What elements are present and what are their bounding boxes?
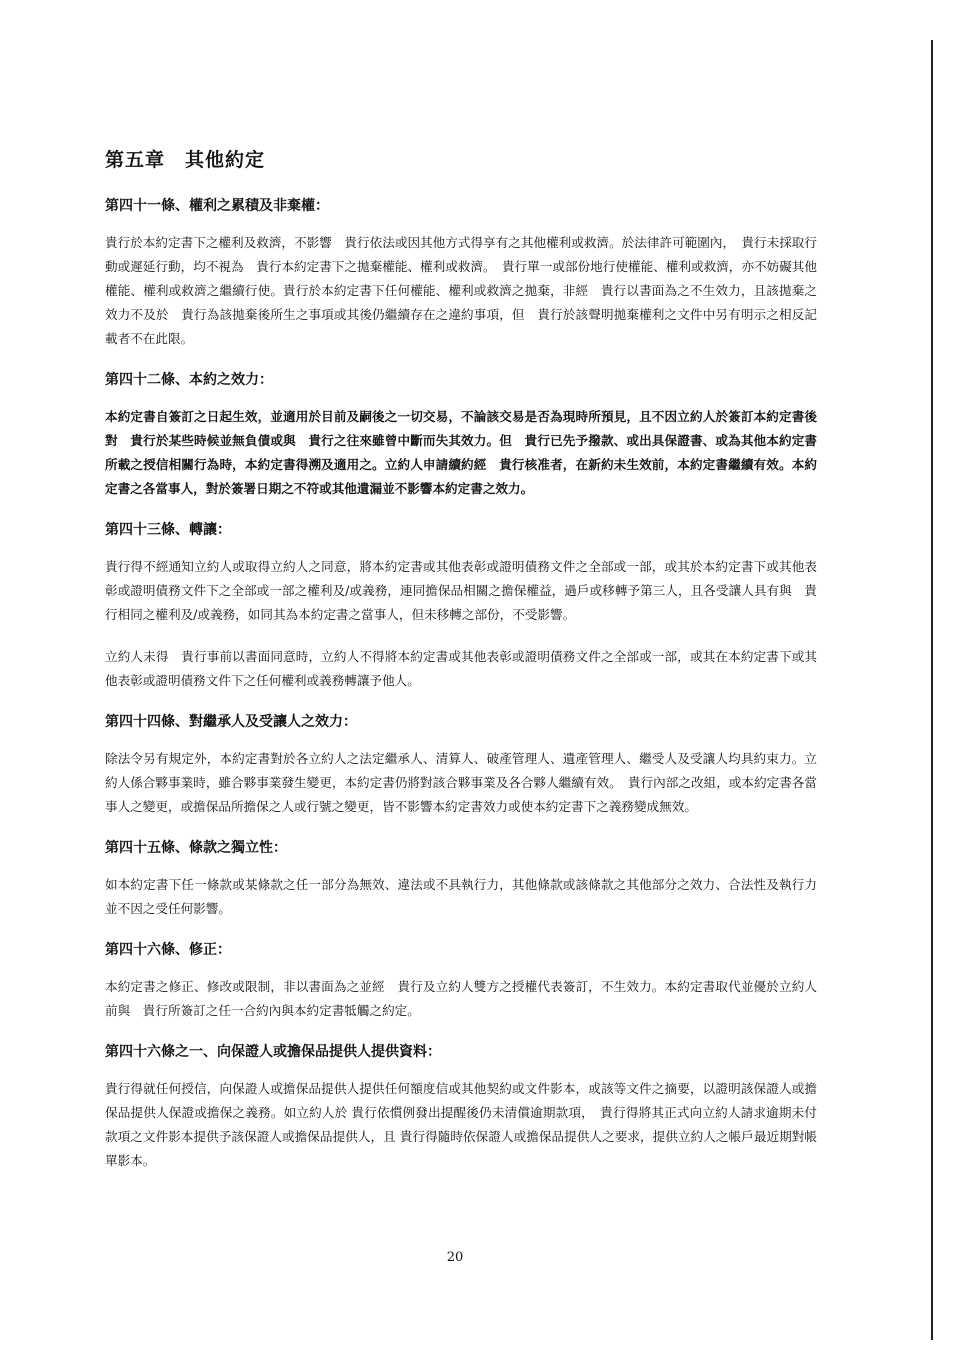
article-paragraph: 貴行於本約定書下之權利及救濟，不影響 貴行依法或因其他方式得享有之其他權利或救濟。於法律許可範圍內， 貴行未採取行動或遲延行動，均不視為 貴行本約定書下之拋棄權能、權利或救濟。 貴行單一或部份地行使權能、權利或救濟，亦不妨礙其他權能、權利或救濟之繼續行使。貴行於本約定書下任何權能、權利或救濟之拋棄，非經 貴行以書面為之不生效力，且該拋棄之效力不及於 貴行為該拋棄後所生之事項或其後仍繼續存在之違約事項，但 貴行於該聲明拋棄權利之文件中另有明示之相反記載者不在此限。 [105,235,817,346]
article-paragraph: 本約定書之修正、修改或限制，非以書面為之並經 貴行及立約人雙方之授權代表簽訂，不生效力。本約定書取代並優於立約人前與 貴行所簽訂之任一合約內與本約定書牴觸之約定。 [105,979,817,1018]
article-title: 第四十五條、條款之獨立性： [105,840,287,856]
article-41 [105,195,817,351]
chapter-heading: 第五章 其他約定 [105,149,266,171]
article-46-1 [105,1041,817,1173]
article-paragraph: 本約定書自簽訂之日起生效，並適用於目前及嗣後之一切交易，不論該交易是否為現時所預見，且不因立約人於簽訂本約定書後對 貴行於某些時候並無負債或與 貴行之往來雖曾中斷而失其效力。但 貴行已先予撥款、或出具保證書、或為其他本約定書所載之授信相關行為時，本約定書得溯及適用之。立約人申請續約經 貴行核准者，在新約未生效前，本約定書繼續有效。本約定書之各當事人，對於簽署日期之不符或其他遺漏並不影響本約定書之效力。 [105,409,817,496]
article-title: 第四十六條之一、向保證人或擔保品提供人提供資料： [105,1044,441,1060]
article-42 [105,369,817,501]
article-46 [105,939,817,1023]
article-45 [105,837,817,921]
article-paragraph: 除法令另有規定外，本約定書對於各立約人之法定繼承人、清算人、破產管理人、遺產管理人、繼受人及受讓人均具約束力。立約人係合夥事業時，雖合夥事業發生變更，本約定書仍將對該合夥事業及各合夥人繼續有效。 貴行內部之改組，或本約定書各當事人之變更，或擔保品所擔保之人或行號之變更，皆不影響本約定書效力或使本約定書下之義務變成無效。 [105,751,817,814]
article-43 [105,519,817,693]
article-title: 第四十二條、本約之效力： [105,372,273,388]
article-paragraph: 貴行得不經通知立約人或取得立約人之同意，將本約定書或其他表彰或證明債務文件之全部或一部，或其於本約定書下或其他表彰或證明債務文件下之全部或一部之權利及/或義務，連同擔保品相關之擔保權益，過戶或移轉予第三人，且各受讓人具有與 貴行相同之權利及/或義務，如同其為本約定書之當事人，但未移轉之部份，不受影響。 [105,559,817,622]
article-title: 第四十六條、修正： [105,942,231,958]
document-body [105,145,817,1191]
page-number: 20 [446,1250,464,1265]
article-paragraph: 貴行得就任何授信，向保證人或擔保品提供人提供任何額度信或其他契約或文件影本，或該等文件之摘要，以證明該保證人或擔保品提供人保證或擔保之義務。如立約人於 貴行依慣例發出提醒後仍未清償逾期款項， 貴行得將其正式向立約人請求逾期未付款項之文件影本提供予該保證人或擔保品提供人，且 貴行得隨時依保證人或擔保品提供人之要求，提供立約人之帳戶最近期對帳單影本。 [105,1081,817,1168]
margin-rule [931,40,933,1340]
article-paragraph: 如本約定書下任一條款或某條款之任一部分為無效、違法或不具執行力，其他條款或該條款之其他部分之效力、合法性及執行力並不因之受任何影響。 [105,877,817,916]
article-title: 第四十四條、對繼承人及受讓人之效力： [105,714,357,730]
article-44 [105,711,817,819]
article-title: 第四十一條、權利之累積及非棄權： [105,198,329,214]
article-paragraph: 立約人未得 貴行事前以書面同意時，立約人不得將本約定書或其他表彰或證明債務文件之全部或一部，或其在本約定書下或其他表彰或證明債務文件下之任何權利或義務轉讓予他人。 [105,649,817,688]
article-title: 第四十三條、轉讓： [105,522,231,538]
